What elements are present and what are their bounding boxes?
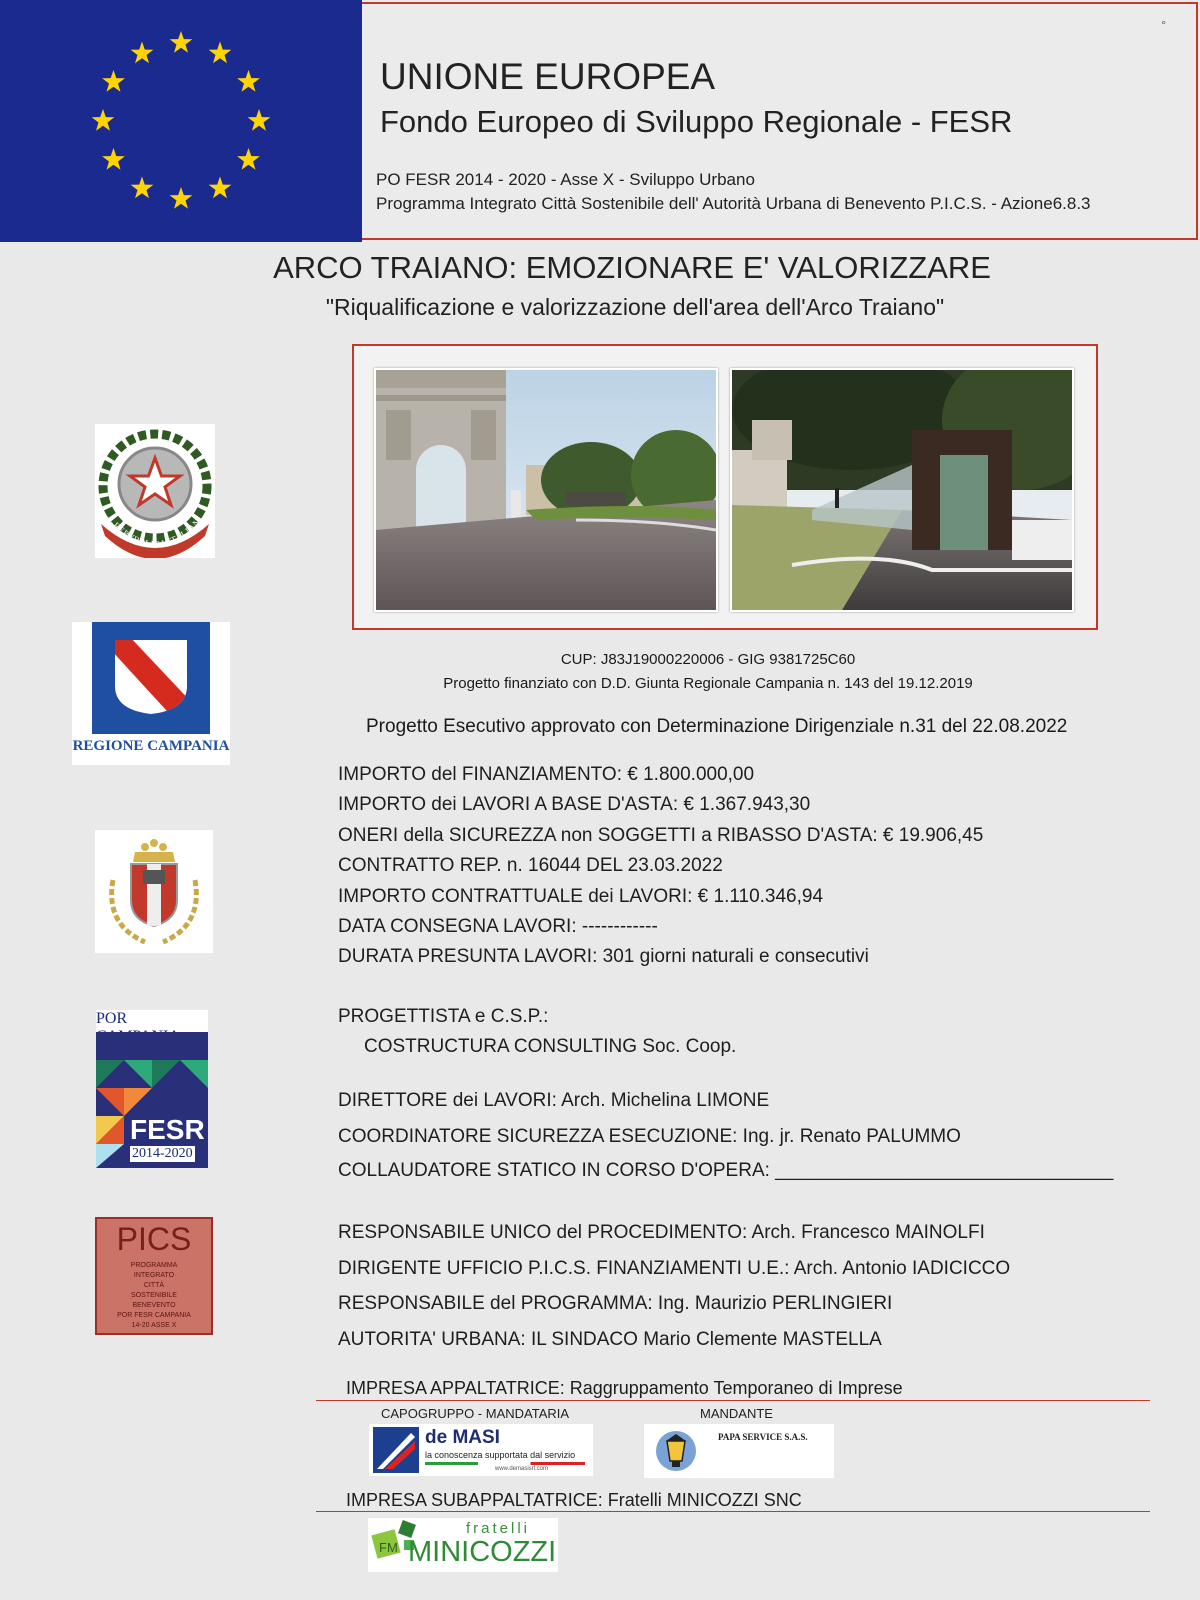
pics-logo — [95, 1217, 213, 1335]
official-line: AUTORITA' URBANA: IL SINDACO Mario Clemente MASTELLA — [338, 1329, 882, 1350]
po-fesr-line: PO FESR 2014 - 2020 - Asse X - Sviluppo Urbano — [376, 170, 755, 189]
partner-label: MANDANTE — [700, 1406, 773, 1421]
executive-approval: Progetto Esecutivo approvato con Determinazione Dirigenziale n.31 del 22.08.2022 — [366, 716, 1068, 737]
de-masi-name: de MASI — [425, 1427, 500, 1448]
subcontractor-rule — [316, 1511, 1150, 1512]
campania-shield-icon — [111, 636, 191, 716]
eu-flag — [0, 0, 362, 242]
lead-label: CAPOGRUPPO - MANDATARIA — [381, 1406, 570, 1421]
lantern-icon — [654, 1427, 698, 1475]
de-masi-stripe — [425, 1462, 585, 1465]
designer-label: PROGETTISTA e C.S.P.: — [338, 1006, 549, 1027]
republic-emblem — [95, 424, 215, 558]
republic-emblem-text: REPVBBLICA ITALIAN — [111, 516, 203, 550]
de-masi-tagline: la conoscenza supportata dal servizio — [425, 1450, 576, 1460]
cup-code: CUP: J83J19000220006 - GIG 9381725C60 — [560, 651, 856, 668]
fesr-label: FESR — [130, 1114, 205, 1145]
detail-line: DURATA PRESUNTA LAVORI: 301 giorni naturali e consecutivi — [338, 946, 869, 967]
regione-campania-logo — [72, 622, 230, 765]
de-masi-logo — [369, 1424, 593, 1476]
project-photos — [352, 344, 1098, 630]
official-line: RESPONSABILE del PROGRAMMA: Ing. Maurizio PERLINGIERI — [338, 1293, 893, 1314]
benevento-crest-icon — [95, 830, 213, 953]
minicozzi-name: MINICOZZI — [408, 1536, 557, 1568]
campania-label: REGIONE CAMPANIA — [72, 738, 230, 754]
minicozzi-logo — [368, 1518, 558, 1572]
header-title: UNIONE EUROPEA — [380, 56, 716, 97]
detail-line: IMPORTO CONTRATTUALE dei LAVORI: € 1.110.346,94 — [338, 886, 824, 907]
detail-line: IMPORTO del FINANZIAMENTO: € 1.800.000,00 — [338, 764, 755, 785]
subcontractor-heading: IMPRESA SUBAPPALTATRICE: Fratelli MINICOZZI SNC — [346, 1490, 802, 1510]
pavilion-render — [730, 368, 1074, 612]
header-subtitle: Fondo Europeo di Sviluppo Regionale - FESR — [380, 104, 1013, 139]
staff-line: DIRETTORE dei LAVORI: Arch. Michelina LIMONE — [338, 1090, 770, 1111]
fesr-years: 2014-2020 — [132, 1146, 193, 1161]
de-masi-mark-icon — [373, 1427, 421, 1473]
detail-line: IMPORTO dei LAVORI A BASE D'ASTA: € 1.367.943,30 — [338, 794, 811, 815]
official-line: DIRIGENTE UFFICIO P.I.C.S. FINANZIAMENTI U.E.: Arch. Antonio IADICICCO — [338, 1258, 1011, 1279]
benevento-crest — [95, 830, 213, 953]
papa-service-logo — [644, 1424, 834, 1478]
por-campania-logo — [96, 1010, 208, 1168]
contractor-heading: IMPRESA APPALTATRICE: Raggruppamento Temporaneo di Imprese — [346, 1378, 903, 1398]
financing-note: Progetto finanziato con D.D. Giunta Regionale Campania n. 143 del 19.12.2019 — [443, 675, 973, 692]
pics-text: PROGRAMMA INTEGRATO CITTÀ SOSTENIBILE BENEVENTO POR FESR CAMPANIA 14-20 ASSE X — [117, 1262, 191, 1329]
corner-mark: ° — [1161, 18, 1166, 32]
staff-line: COLLAUDATORE STATICO IN CORSO D'OPERA: ________________________________ — [338, 1160, 1114, 1181]
designer-name: COSTRUCTURA CONSULTING Soc. Coop. — [364, 1036, 737, 1057]
arch-photo — [374, 368, 718, 612]
programme-line: Programma Integrato Città Sostenibile dell' Autorità Urbana di Benevento P.I.C.S. - Azione6.8.3 — [376, 194, 1091, 213]
republic-emblem-icon — [95, 424, 215, 558]
por-title: POR — [96, 1010, 128, 1027]
minicozzi-mark-text: FM — [379, 1540, 398, 1555]
de-masi-web: www.demasisrl.com — [495, 1466, 549, 1472]
pics-title: PICS — [116, 1221, 192, 1257]
header-box — [362, 2, 1198, 240]
minicozzi-fratelli: fratelli — [466, 1520, 531, 1537]
project-title: ARCO TRAIANO: EMOZIONARE E' VALORIZZARE — [273, 250, 991, 285]
staff-line: COORDINATORE SICUREZZA ESECUZIONE: Ing. jr. Renato PALUMMO — [338, 1126, 961, 1147]
detail-line: ONERI della SICUREZZA non SOGGETTI a RIBASSO D'ASTA: € 19.906,45 — [338, 825, 984, 846]
papa-service-name: PAPA SERVICE S.A.S. — [718, 1432, 808, 1442]
eu-flag-stars — [0, 0, 362, 242]
detail-line: CONTRATTO REP. n. 16044 DEL 23.03.2022 — [338, 855, 723, 876]
detail-line: DATA CONSEGNA LAVORI: ------------ — [338, 916, 658, 937]
official-line: RESPONSABILE UNICO del PROCEDIMENTO: Arch. Francesco MAINOLFI — [338, 1222, 985, 1243]
contractor-rule — [316, 1400, 1150, 1401]
project-subtitle: "Riqualificazione e valorizzazione dell'area dell'Arco Traiano" — [325, 294, 945, 320]
